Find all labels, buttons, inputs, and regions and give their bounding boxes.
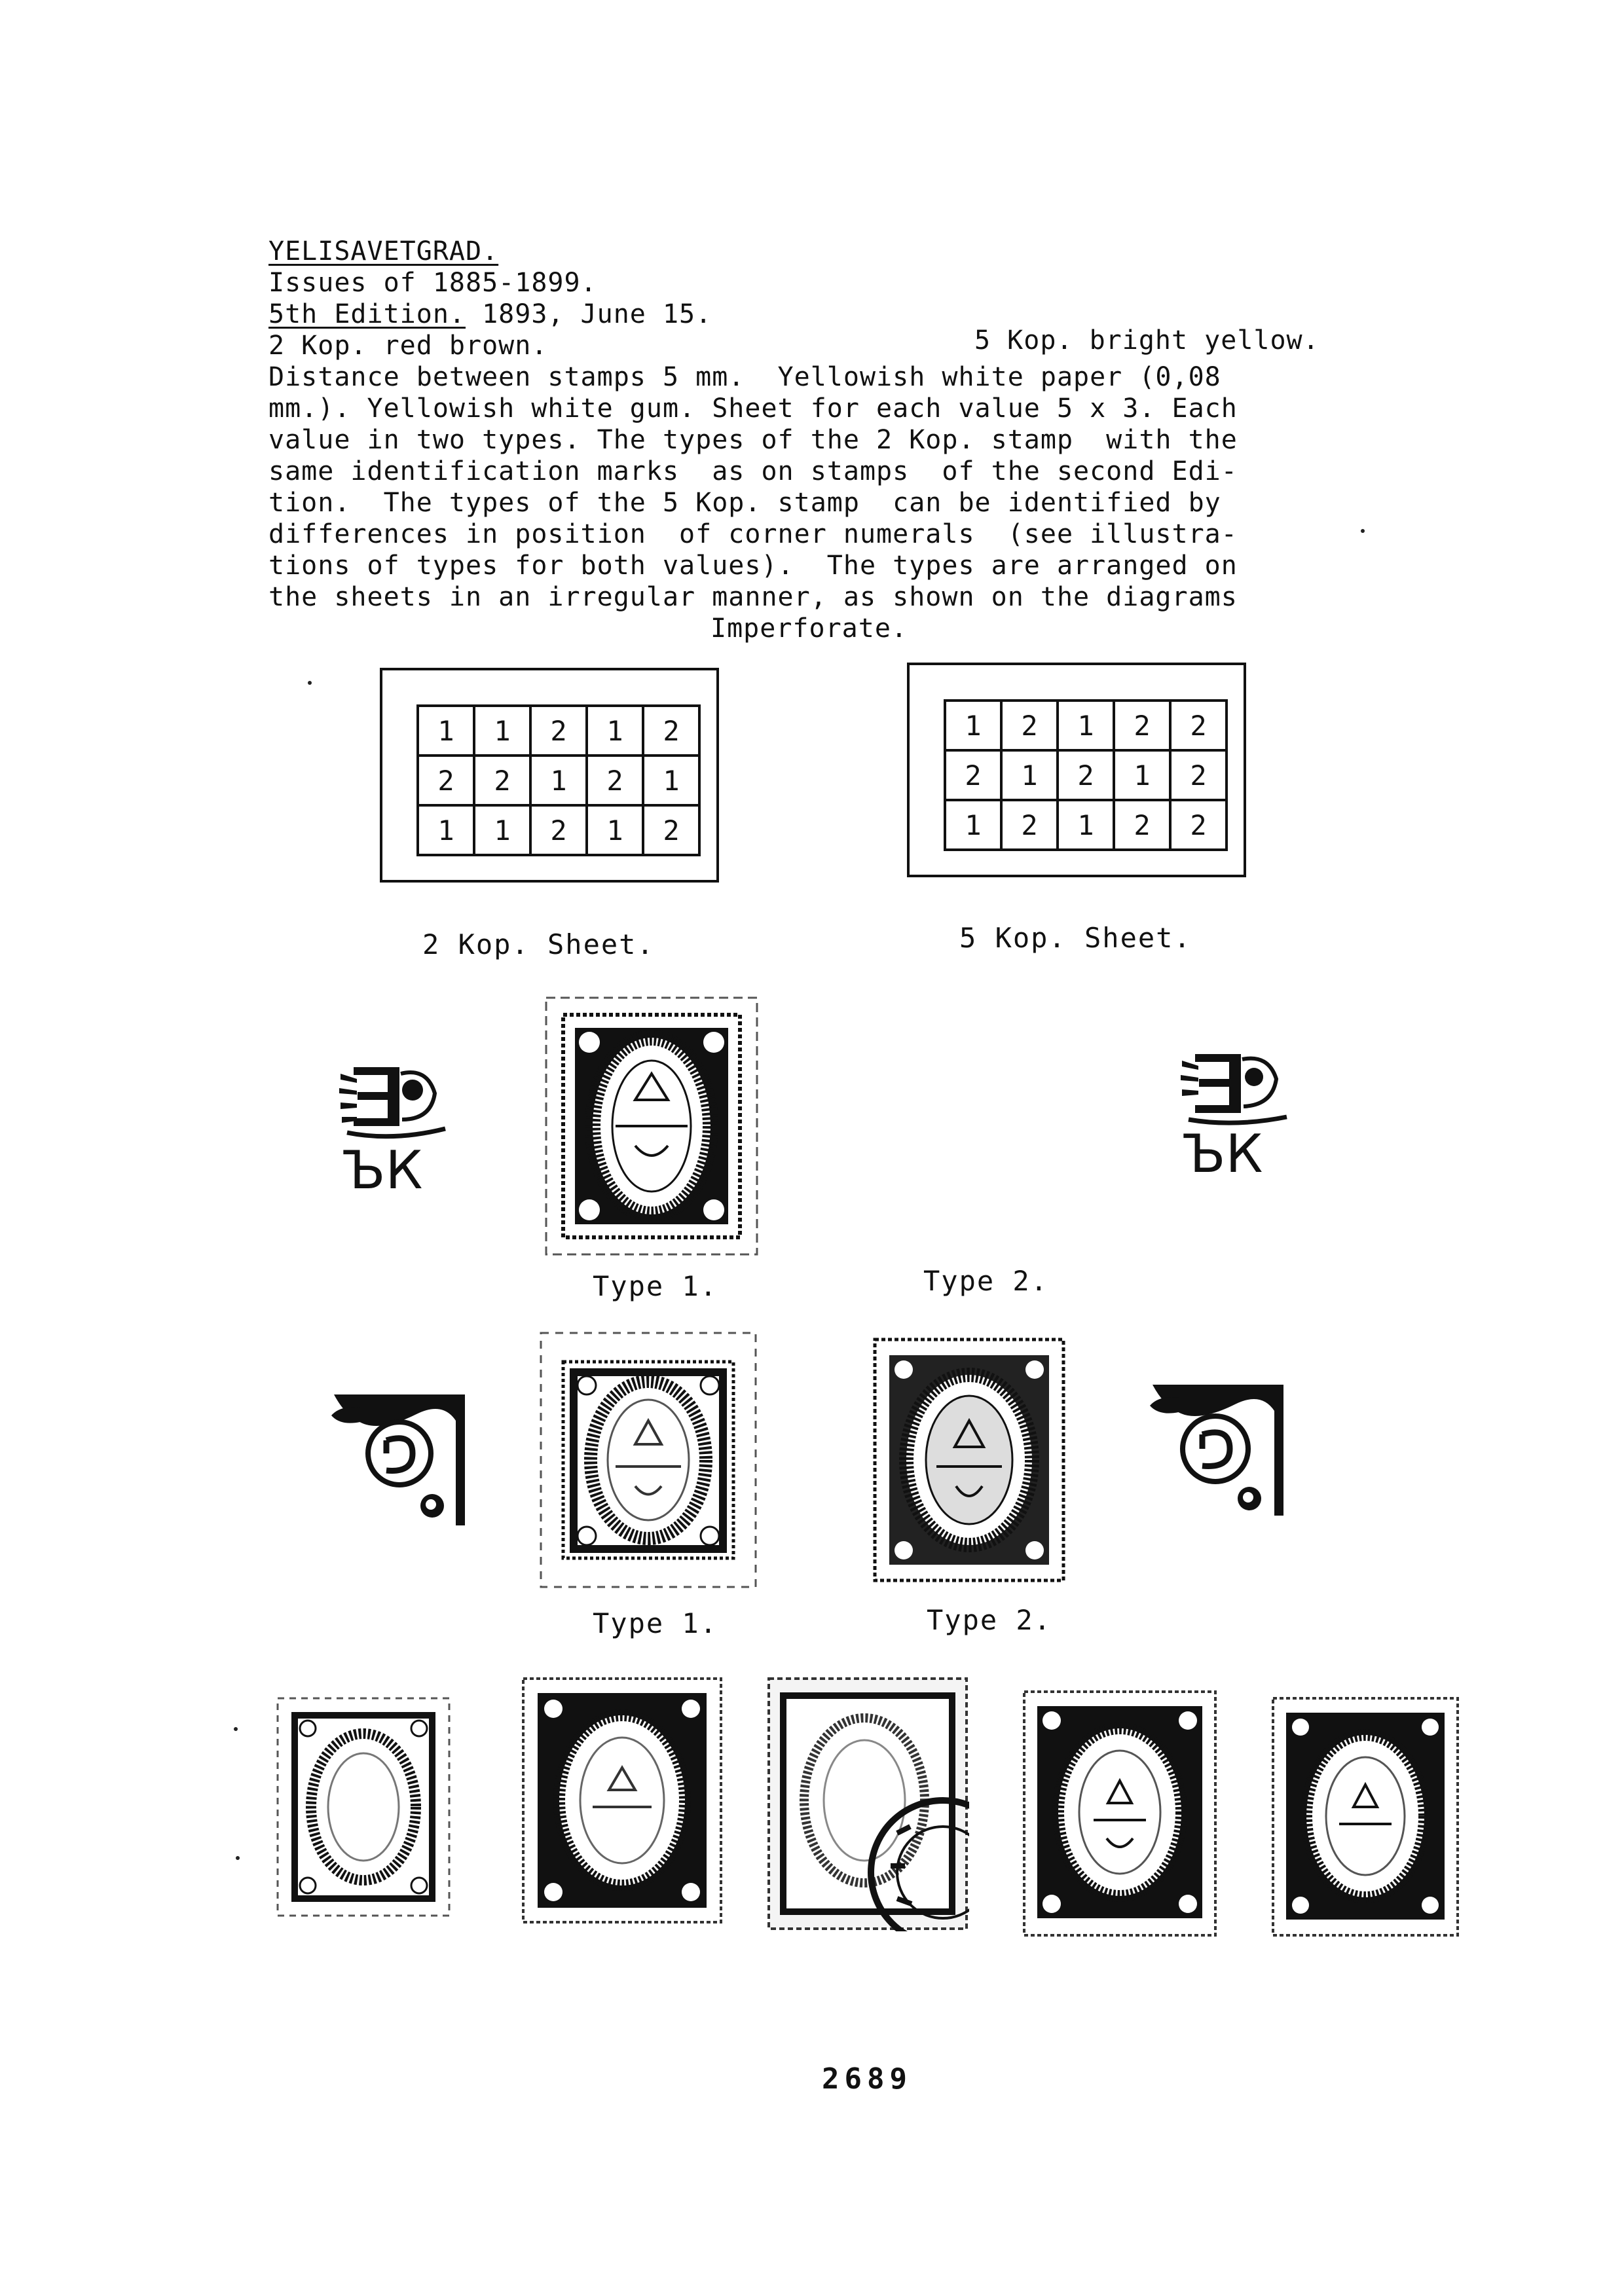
body-line-8: the sheets in an irregular manner, as shown on the diagrams	[268, 582, 1238, 612]
sheet-grid-2kop	[416, 704, 701, 856]
body-line-4: same identification marks as on stamps of the second Edi-	[268, 456, 1238, 486]
sheet-cell: 1	[474, 706, 530, 756]
sheet-cell: 1	[418, 805, 474, 855]
sheet-cell: 1	[1114, 750, 1170, 800]
sheet-cell: 1	[1058, 701, 1114, 750]
caption-5kop-type1: Type 1.	[593, 1607, 718, 1639]
scan-speck	[234, 1727, 238, 1731]
scan-speck	[308, 681, 312, 685]
sheet-cell: 2	[1114, 701, 1170, 750]
stamp-example-2	[521, 1676, 724, 1925]
sheet-cell: 2	[587, 756, 643, 805]
body-line-2: mm.). Yellowish white gum. Sheet for each value 5 x 3. Each	[268, 393, 1238, 424]
sheet-cell: 2	[1170, 701, 1227, 750]
sheet-cell: 2	[945, 750, 1001, 800]
page-title: YELISAVETGRAD.	[268, 236, 499, 266]
sheet-cell: 1	[945, 800, 1001, 850]
identification-mark-type1	[327, 1054, 458, 1205]
stamp-example-4	[1022, 1689, 1218, 1938]
sheet-cell: 2	[474, 756, 530, 805]
imperforate-line: Imperforate.	[710, 613, 908, 644]
sheet-caption-2kop: 2 Kop. Sheet.	[422, 928, 655, 960]
page-number: 2689	[822, 2062, 912, 2096]
corner-numeral-mark-type2	[1139, 1378, 1297, 1529]
sheet-cell: 1	[643, 756, 699, 805]
sheet-cell: 1	[1001, 750, 1058, 800]
edition-line	[268, 299, 712, 330]
sheet-grid-5kop	[944, 699, 1228, 851]
stamp-example-1	[275, 1696, 452, 1918]
body-line-3: value in two types. The types of the 2 Kop. stamp with the	[268, 425, 1238, 455]
sheet-cell: 2	[643, 805, 699, 855]
scan-speck	[1361, 529, 1365, 533]
sheet-cell: 1	[530, 756, 587, 805]
identification-mark-type2	[1162, 1041, 1300, 1192]
sheet-cell: 2	[643, 706, 699, 756]
sheet-cell: 1	[587, 706, 643, 756]
sheet-cell: 1	[418, 706, 474, 756]
sheet-cell: 1	[587, 805, 643, 855]
scan-speck	[236, 1856, 240, 1860]
issues-line: Issues of 1885-1899.	[268, 268, 597, 298]
value-5kop-line: 5 Kop. bright yellow.	[974, 325, 1320, 355]
sheet-diagram-5kop	[907, 663, 1246, 877]
sheet-cell: 2	[1058, 750, 1114, 800]
sheet-cell: 2	[418, 756, 474, 805]
stamp-2kop-type1	[544, 995, 760, 1257]
sheet-cell: 1	[945, 701, 1001, 750]
body-line-7: tions of types for both values). The types are arranged on	[268, 551, 1238, 581]
sheet-cell: 1	[1058, 800, 1114, 850]
edition-label: 5th Edition.	[268, 299, 466, 329]
corner-numeral-mark-type1	[321, 1388, 478, 1539]
sheet-diagram-2kop	[380, 668, 719, 883]
mark-letters: ЪК	[1182, 1123, 1263, 1184]
body-line-5: tion. The types of the 5 Kop. stamp can be identified by	[268, 488, 1221, 518]
sheet-caption-5kop: 5 Kop. Sheet.	[959, 922, 1192, 954]
body-line-1: Distance between stamps 5 mm. Yellowish white paper (0,08	[268, 362, 1221, 392]
edition-date: 1893, June 15.	[465, 299, 712, 329]
body-line-6: differences in position of corner numerals (see illustra-	[268, 519, 1238, 549]
caption-2kop-type2: Type 2.	[923, 1265, 1049, 1297]
sheet-cell: 2	[530, 706, 587, 756]
sheet-cell: 2	[1001, 800, 1058, 850]
stamp-example-5	[1270, 1696, 1460, 1938]
mark-letters: ЪК	[342, 1140, 423, 1201]
sheet-cell: 2	[1114, 800, 1170, 850]
stamp-5kop-type1	[537, 1329, 760, 1591]
sheet-cell: 2	[1170, 800, 1227, 850]
sheet-cell: 2	[1170, 750, 1227, 800]
caption-2kop-type1: Type 1.	[593, 1270, 718, 1302]
stamp-example-3-cancelled	[766, 1676, 969, 1931]
stamp-5kop-type2	[871, 1336, 1067, 1584]
value-2kop-line: 2 Kop. red brown.	[268, 331, 548, 361]
sheet-cell: 2	[530, 805, 587, 855]
caption-5kop-type2: Type 2.	[927, 1604, 1052, 1636]
sheet-cell: 2	[1001, 701, 1058, 750]
sheet-cell: 1	[474, 805, 530, 855]
